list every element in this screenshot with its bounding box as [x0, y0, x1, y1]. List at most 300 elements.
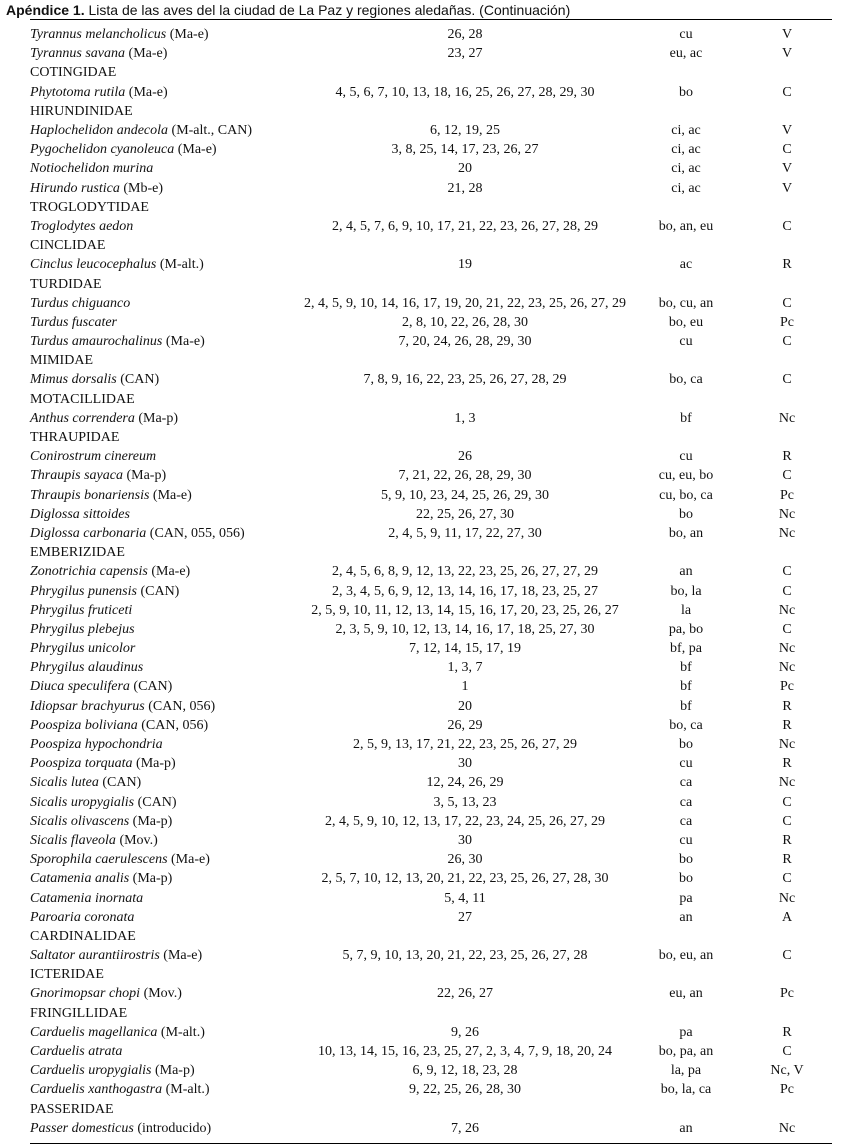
localities-cell: 9, 26	[451, 1024, 479, 1040]
localities-cell: 26, 28	[447, 27, 483, 43]
species-cell	[30, 812, 300, 831]
species-row	[30, 639, 832, 658]
status-cell: R	[782, 852, 792, 868]
species-note: (Ma-e)	[167, 852, 210, 868]
species-cell	[30, 370, 300, 389]
localities-cell: 6, 9, 12, 18, 23, 28	[412, 1063, 518, 1079]
habitat-cell: ci, ac	[671, 180, 701, 196]
scientific-name: Phrygilus unicolor	[30, 641, 136, 657]
species-row	[30, 447, 832, 466]
localities-cell: 20	[458, 698, 472, 714]
species-note: (M-alt.)	[157, 1024, 205, 1040]
species-cell	[30, 601, 300, 620]
status-cell: V	[781, 46, 793, 62]
family-row	[30, 428, 832, 447]
family-row	[30, 102, 832, 121]
scientific-name: Carduelis xanthogastra	[30, 1082, 163, 1098]
habitat-cell: bo, ca	[669, 372, 703, 388]
localities-cell: 2, 4, 5, 9, 10, 14, 16, 17, 19, 20, 21, 22, 23, 25, 26, 27, 29	[304, 295, 626, 311]
species-cell	[30, 850, 300, 869]
species-cell	[30, 179, 300, 198]
habitat-cell: bo	[679, 871, 693, 887]
habitat-cell: pa	[679, 890, 693, 906]
scientific-name: Carduelis uropygialis	[30, 1063, 152, 1079]
status-cell: V	[781, 27, 793, 43]
habitat-cell: ca	[679, 775, 693, 791]
habitat-cell: bo, ca	[669, 717, 703, 733]
family-name: MOTACILLIDAE	[30, 391, 135, 407]
status-cell: C	[782, 218, 792, 234]
habitat-cell: an	[679, 564, 693, 580]
status-cell: C	[782, 871, 792, 887]
localities-cell: 30	[458, 832, 472, 848]
species-row	[30, 697, 832, 716]
species-note: (CAN)	[134, 794, 177, 810]
localities-cell: 22, 26, 27	[437, 986, 493, 1002]
status-cell: Nc	[778, 1120, 796, 1136]
status-cell: Nc	[778, 660, 796, 676]
habitat-cell: cu, bo, ca	[659, 487, 713, 503]
status-cell: C	[782, 468, 792, 484]
localities-cell: 2, 5, 9, 13, 17, 21, 22, 23, 25, 26, 27, 29	[353, 737, 577, 753]
species-row	[30, 581, 832, 600]
species-cell	[30, 486, 300, 505]
table-body	[30, 25, 832, 1138]
status-cell: Nc, V	[770, 1063, 804, 1079]
species-cell	[30, 1119, 300, 1138]
status-cell: R	[782, 832, 792, 848]
scientific-name: Anthus correndera	[30, 410, 135, 426]
family-row	[30, 236, 832, 255]
scientific-name: Sporophila caerulescens	[30, 852, 168, 868]
status-cell: V	[781, 123, 793, 139]
species-row	[30, 677, 832, 696]
species-cell	[30, 1080, 300, 1099]
species-cell	[30, 121, 300, 140]
scientific-name: Thraupis sayaca	[30, 468, 123, 484]
bird-list-table	[30, 25, 832, 1138]
species-row	[30, 793, 832, 812]
family-row	[30, 351, 832, 370]
habitat-cell: la, pa	[670, 1063, 702, 1079]
species-note: (Ma-e)	[159, 948, 203, 964]
species-row	[30, 83, 832, 102]
species-row	[30, 255, 832, 274]
scientific-name: Passer domesticus	[30, 1120, 134, 1136]
localities-cell: 5, 4, 11	[444, 890, 486, 906]
species-note: (CAN, 056)	[137, 717, 209, 733]
species-row	[30, 1119, 832, 1138]
localities-cell: 23, 27	[447, 46, 483, 62]
species-cell	[30, 294, 300, 313]
status-cell: R	[782, 257, 792, 273]
status-cell: Nc	[778, 410, 796, 426]
species-row	[30, 658, 832, 677]
species-cell	[30, 332, 300, 351]
habitat-cell: eu, an	[669, 986, 703, 1002]
status-cell: V	[781, 161, 793, 177]
species-note: (Ma-e)	[147, 564, 191, 580]
species-cell	[30, 677, 300, 696]
status-cell: Nc	[778, 641, 796, 657]
species-cell	[30, 217, 300, 236]
species-row	[30, 1042, 832, 1061]
localities-cell: 10, 13, 14, 15, 16, 23, 25, 27, 2, 3, 4, 7, 9, 18, 20, 24	[318, 1044, 612, 1060]
localities-cell: 20	[458, 161, 472, 177]
species-row	[30, 294, 832, 313]
species-row	[30, 773, 832, 792]
status-cell: Nc	[778, 775, 796, 791]
status-cell: Nc	[778, 525, 796, 541]
localities-cell: 2, 3, 5, 9, 10, 12, 13, 14, 16, 17, 18, 25, 27, 30	[335, 621, 595, 637]
status-cell: R	[782, 1024, 792, 1040]
species-row	[30, 25, 832, 44]
scientific-name: Notiochelidon murina	[30, 161, 154, 177]
species-note: (Ma-e)	[162, 334, 205, 350]
localities-cell: 7, 12, 14, 15, 17, 19	[409, 641, 521, 657]
localities-cell: 2, 5, 7, 10, 12, 13, 20, 21, 22, 23, 25, 26, 27, 28, 30	[321, 871, 609, 887]
habitat-cell: bo	[679, 737, 693, 753]
species-note: (Ma-p)	[151, 1063, 195, 1079]
family-name: MIMIDAE	[30, 353, 93, 369]
species-note: (CAN)	[116, 372, 160, 388]
species-cell	[30, 984, 300, 1003]
habitat-cell: eu, ac	[669, 46, 703, 62]
habitat-cell: bo	[679, 852, 693, 868]
scientific-name: Cinclus leucocephalus	[30, 257, 157, 273]
status-cell: C	[782, 84, 792, 100]
habitat-cell: cu	[679, 449, 693, 465]
family-name: CARDINALIDAE	[30, 928, 136, 944]
family-row	[30, 63, 832, 82]
status-cell: C	[782, 948, 792, 964]
species-row	[30, 121, 832, 140]
family-name: HIRUNDINIDAE	[30, 103, 133, 119]
scientific-name: Catamenia analis	[30, 871, 130, 887]
species-row	[30, 524, 832, 543]
habitat-cell: bo	[679, 506, 693, 522]
family-name: PASSERIDAE	[30, 1101, 114, 1117]
habitat-cell: an	[679, 909, 693, 925]
status-cell: C	[782, 564, 792, 580]
species-row	[30, 409, 832, 428]
localities-cell: 1	[461, 679, 469, 695]
species-row	[30, 888, 832, 907]
scientific-name: Catamenia inornata	[30, 890, 144, 906]
family-name: FRINGILLIDAE	[30, 1005, 128, 1021]
species-cell	[30, 869, 300, 888]
scientific-name: Turdus fuscater	[30, 314, 117, 330]
habitat-cell: bf	[680, 410, 692, 426]
localities-cell: 19	[458, 257, 472, 273]
species-row	[30, 370, 832, 389]
species-cell	[30, 159, 300, 178]
status-cell: C	[782, 794, 792, 810]
species-cell	[30, 44, 300, 63]
localities-cell: 2, 4, 5, 7, 6, 9, 10, 17, 21, 22, 23, 26, 27, 28, 29	[332, 218, 598, 234]
scientific-name: Poospiza boliviana	[30, 717, 138, 733]
status-cell: Nc	[778, 506, 796, 522]
family-name: CINCLIDAE	[30, 238, 106, 254]
localities-cell: 3, 8, 25, 14, 17, 23, 26, 27	[391, 142, 539, 158]
habitat-cell: bo	[679, 84, 693, 100]
species-row	[30, 140, 832, 159]
scientific-name: Phytotoma rutila	[30, 84, 126, 100]
status-cell: Pc	[780, 986, 794, 1002]
species-cell	[30, 735, 300, 754]
status-cell: C	[782, 1044, 792, 1060]
species-note: (Ma-e)	[174, 142, 217, 158]
species-row	[30, 984, 832, 1003]
habitat-cell: an	[679, 1120, 693, 1136]
species-cell	[30, 793, 300, 812]
habitat-cell: bf	[680, 698, 692, 714]
species-cell	[30, 639, 300, 658]
scientific-name: Tyrannus melancholicus	[30, 27, 167, 43]
localities-cell: 7, 26	[451, 1120, 479, 1136]
species-cell	[30, 908, 300, 927]
status-cell: Nc	[778, 737, 796, 753]
species-cell	[30, 562, 300, 581]
status-cell: Pc	[780, 1082, 794, 1098]
caption-label: Apéndice 1.	[6, 2, 85, 18]
family-row	[30, 390, 832, 409]
species-row	[30, 754, 832, 773]
species-note: (Mb-e)	[119, 180, 163, 196]
species-row	[30, 716, 832, 735]
status-cell: C	[782, 334, 792, 350]
status-cell: R	[782, 449, 792, 465]
family-name: THRAUPIDAE	[30, 430, 120, 446]
localities-cell: 3, 5, 13, 23	[433, 794, 497, 810]
localities-cell: 26, 30	[447, 852, 483, 868]
status-cell: C	[782, 295, 792, 311]
species-row	[30, 505, 832, 524]
species-note: (CAN)	[98, 775, 142, 791]
localities-cell: 1, 3, 7	[447, 660, 483, 676]
species-row	[30, 601, 832, 620]
localities-cell: 7, 20, 24, 26, 28, 29, 30	[398, 334, 532, 350]
scientific-name: Diglossa carbonaria	[30, 525, 147, 541]
habitat-cell: bo, eu, an	[658, 948, 714, 964]
species-row	[30, 869, 832, 888]
localities-cell: 6, 12, 19, 25	[430, 123, 500, 139]
scientific-name: Turdus chiguanco	[30, 295, 131, 311]
species-row	[30, 1023, 832, 1042]
status-cell: R	[782, 698, 792, 714]
status-cell: C	[782, 583, 792, 599]
species-cell	[30, 25, 300, 44]
species-cell	[30, 524, 300, 543]
family-name: EMBERIZIDAE	[30, 545, 125, 561]
scientific-name: Phrygilus alaudinus	[30, 660, 144, 676]
scientific-name: Zonotrichia capensis	[30, 564, 148, 580]
species-cell	[30, 716, 300, 735]
species-cell	[30, 505, 300, 524]
scientific-name: Carduelis magellanica	[30, 1024, 158, 1040]
species-note: (Mov.)	[115, 832, 158, 848]
localities-cell: 7, 21, 22, 26, 28, 29, 30	[398, 468, 532, 484]
status-cell: C	[782, 142, 792, 158]
table-caption	[6, 1, 846, 19]
species-cell	[30, 697, 300, 716]
species-row	[30, 313, 832, 332]
localities-cell: 21, 28	[447, 180, 483, 196]
localities-cell: 9, 22, 25, 26, 28, 30	[409, 1082, 521, 1098]
habitat-cell: bo, cu, an	[658, 295, 714, 311]
species-cell	[30, 313, 300, 332]
species-note: (CAN)	[129, 679, 173, 695]
scientific-name: Phrygilus punensis	[30, 583, 137, 599]
caption-text: Lista de las aves del la ciudad de La Paz y regiones aledañas. (Continuación)	[84, 2, 571, 18]
status-cell: Nc	[778, 602, 796, 618]
habitat-cell: bo, an, eu	[658, 218, 714, 234]
species-note: (CAN, 056)	[144, 698, 216, 714]
species-note: (Ma-e)	[166, 27, 209, 43]
scientific-name: Gnorimopsar chopi	[30, 986, 141, 1002]
scientific-name: Sicalis uropygialis	[30, 794, 135, 810]
status-cell: R	[782, 717, 792, 733]
status-cell: Pc	[780, 487, 794, 503]
localities-cell: 5, 7, 9, 10, 13, 20, 21, 22, 23, 25, 26, 27, 28	[342, 948, 588, 964]
scientific-name: Saltator aurantiirostris	[30, 948, 160, 964]
habitat-cell: bf	[680, 660, 692, 676]
habitat-cell: ci, ac	[671, 161, 701, 177]
habitat-cell: bo, la, ca	[660, 1082, 712, 1098]
status-cell: Pc	[780, 679, 794, 695]
localities-cell: 2, 3, 4, 5, 6, 9, 12, 13, 14, 16, 17, 18, 23, 25, 27	[332, 583, 598, 599]
localities-cell: 2, 4, 5, 9, 11, 17, 22, 27, 30	[388, 525, 542, 541]
species-row	[30, 44, 832, 63]
family-row	[30, 543, 832, 562]
scientific-name: Turdus amaurochalinus	[30, 334, 163, 350]
species-row	[30, 850, 832, 869]
status-cell: Pc	[780, 314, 794, 330]
species-row	[30, 466, 832, 485]
species-cell	[30, 754, 300, 773]
localities-cell: 5, 9, 10, 23, 24, 25, 26, 29, 30	[381, 487, 549, 503]
family-name: COTINGIDAE	[30, 65, 117, 81]
species-note: (Ma-e)	[149, 487, 192, 503]
scientific-name: Sicalis olivascens	[30, 813, 130, 829]
localities-cell: 22, 25, 26, 27, 30	[416, 506, 514, 522]
species-note: (Ma-p)	[134, 410, 179, 426]
scientific-name: Poospiza torquata	[30, 756, 133, 772]
habitat-cell: bo, an	[668, 525, 704, 541]
scientific-name: Phrygilus fruticeti	[30, 602, 133, 618]
species-cell	[30, 773, 300, 792]
species-cell	[30, 255, 300, 274]
habitat-cell: bf, pa	[670, 641, 702, 657]
species-cell	[30, 620, 300, 639]
species-row	[30, 217, 832, 236]
localities-cell: 12, 24, 26, 29	[426, 775, 504, 791]
species-note: (introducido)	[133, 1120, 212, 1136]
habitat-cell: bf	[680, 679, 692, 695]
scientific-name: Troglodytes aedon	[30, 218, 134, 234]
scientific-name: Idiopsar brachyurus	[30, 698, 145, 714]
species-cell	[30, 1042, 300, 1061]
family-row	[30, 1100, 832, 1119]
family-row	[30, 1004, 832, 1023]
species-row	[30, 735, 832, 754]
scientific-name: Tyrannus savana	[30, 46, 126, 62]
scientific-name: Diuca speculifera	[30, 679, 130, 695]
species-cell	[30, 447, 300, 466]
species-cell	[30, 409, 300, 428]
species-row	[30, 908, 832, 927]
species-note: (Ma-e)	[125, 46, 168, 62]
species-note: (M-alt.)	[156, 257, 204, 273]
species-row	[30, 1061, 832, 1080]
family-name: ICTERIDAE	[30, 967, 104, 983]
localities-cell: 27	[458, 909, 472, 925]
species-note: (Ma-p)	[129, 871, 173, 887]
bottom-rule	[30, 1143, 832, 1144]
scientific-name: Sicalis lutea	[30, 775, 99, 791]
localities-cell: 4, 5, 6, 7, 10, 13, 18, 16, 25, 26, 27, 28, 29, 30	[335, 84, 595, 100]
species-cell	[30, 466, 300, 485]
habitat-cell: bo, eu	[668, 314, 704, 330]
species-note: (M-alt.)	[162, 1082, 210, 1098]
scientific-name: Thraupis bonariensis	[30, 487, 150, 503]
species-note: (Ma-p)	[132, 756, 176, 772]
species-note: (Ma-e)	[125, 84, 168, 100]
habitat-cell: ca	[679, 794, 693, 810]
family-name: TROGLODYTIDAE	[30, 199, 149, 215]
status-cell: A	[781, 909, 793, 925]
species-cell	[30, 581, 300, 600]
localities-cell: 2, 4, 5, 6, 8, 9, 12, 13, 22, 23, 25, 26, 27, 27, 29	[332, 564, 598, 580]
localities-cell: 26	[458, 449, 472, 465]
scientific-name: Mimus dorsalis	[30, 372, 117, 388]
species-row	[30, 946, 832, 965]
species-note: (Ma-p)	[129, 813, 173, 829]
species-row	[30, 831, 832, 850]
family-name: TURDIDAE	[30, 276, 102, 292]
top-rule	[30, 19, 832, 20]
localities-cell: 2, 4, 5, 9, 10, 12, 13, 17, 22, 23, 24, 25, 26, 27, 29	[325, 813, 605, 829]
habitat-cell: ca	[679, 813, 693, 829]
scientific-name: Hirundo rustica	[30, 180, 120, 196]
habitat-cell: cu	[679, 27, 693, 43]
habitat-cell: cu	[679, 832, 693, 848]
status-cell: Nc	[778, 890, 796, 906]
scientific-name: Pygochelidon cyanoleuca	[30, 142, 175, 158]
species-note: (CAN)	[136, 583, 180, 599]
localities-cell: 2, 8, 10, 22, 26, 28, 30	[402, 314, 528, 330]
scientific-name: Phrygilus plebejus	[30, 621, 135, 637]
status-cell: V	[781, 180, 793, 196]
localities-cell: 26, 29	[447, 717, 483, 733]
habitat-cell: pa, bo	[668, 621, 704, 637]
scientific-name: Sicalis flaveola	[30, 832, 116, 848]
scientific-name: Haplochelidon andecola	[30, 123, 169, 139]
species-note: (M-alt., CAN)	[168, 123, 253, 139]
family-row	[30, 274, 832, 293]
scientific-name: Diglossa sittoides	[30, 506, 130, 522]
species-note: (Mov.)	[140, 986, 182, 1002]
species-row	[30, 332, 832, 351]
species-cell	[30, 1061, 300, 1080]
localities-cell: 30	[458, 756, 472, 772]
scientific-name: Carduelis atrata	[30, 1044, 123, 1060]
species-row	[30, 562, 832, 581]
status-cell: C	[782, 813, 792, 829]
species-note: (CAN, 055, 056)	[146, 525, 245, 541]
species-row	[30, 486, 832, 505]
family-row	[30, 198, 832, 217]
